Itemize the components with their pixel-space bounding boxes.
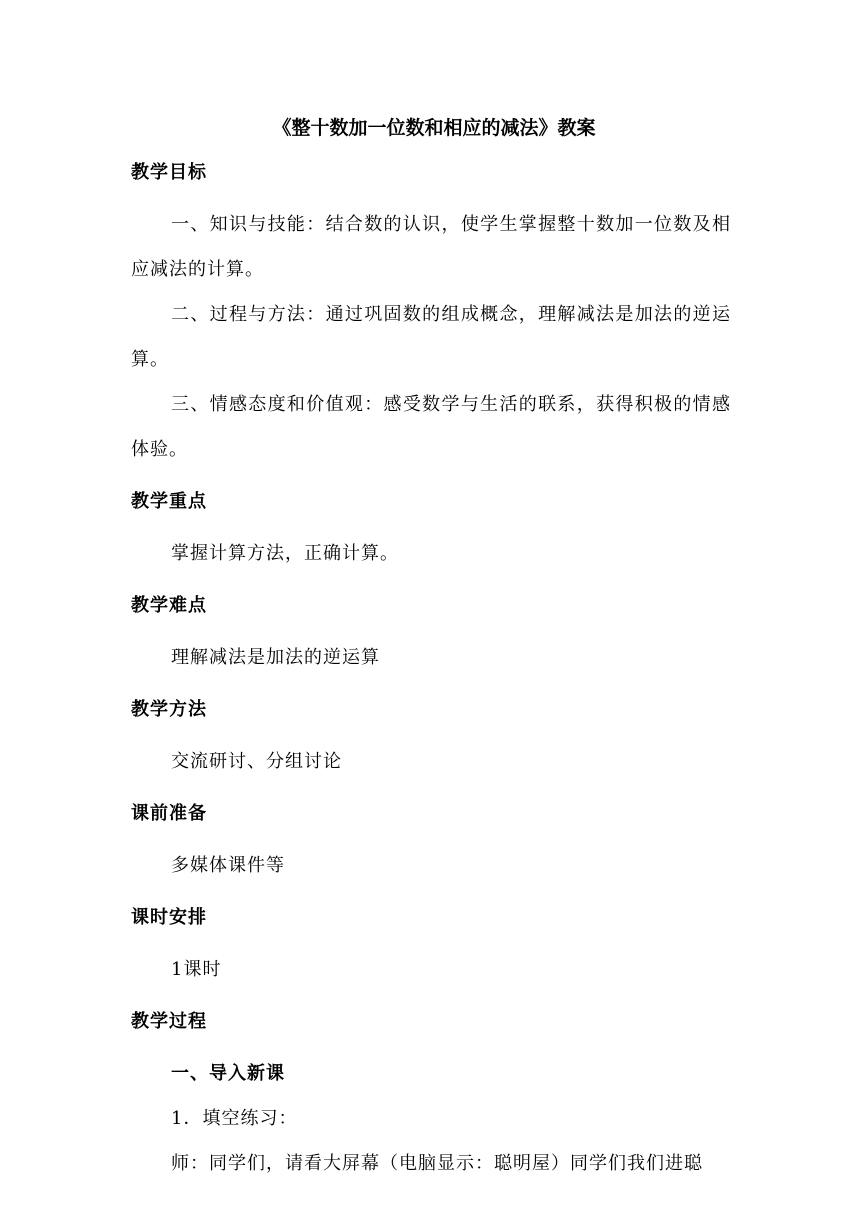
process-teacher-paragraph: 师：同学们，请看大屏幕（电脑显示：聪明屋）同学们我们进聪	[171, 1153, 703, 1174]
preparation-paragraph: 多媒体课件等	[171, 855, 285, 876]
process-item-fill-blank: 1．填空练习：	[171, 1108, 298, 1129]
schedule-paragraph: 1课时	[171, 959, 222, 980]
section-heading-methods: 教学方法	[131, 699, 207, 720]
methods-paragraph: 交流研讨、分组讨论	[171, 751, 342, 772]
difficulties-paragraph: 理解减法是加法的逆运算	[171, 647, 380, 668]
section-heading-schedule: 课时安排	[131, 907, 207, 928]
objective-attitude-paragraph: 三、情感态度和价值观：感受数学与生活的联系，获得积极的情感体验。	[131, 394, 731, 460]
section-heading-preparation: 课前准备	[131, 803, 207, 824]
objective-process-paragraph: 二、过程与方法：通过巩固数的组成概念，理解减法是加法的逆运算。	[131, 304, 731, 370]
document-title: 《整十数加一位数和相应的减法》教案	[272, 117, 596, 139]
key-points-paragraph: 掌握计算方法，正确计算。	[171, 543, 399, 564]
section-heading-process: 教学过程	[131, 1011, 207, 1032]
section-heading-key-points: 教学重点	[131, 491, 207, 512]
process-subheading-intro: 一、导入新课	[171, 1063, 285, 1084]
objective-knowledge-paragraph: 一、知识与技能：结合数的认识，使学生掌握整十数加一位数及相应减法的计算。	[131, 214, 731, 280]
section-heading-objectives: 教学目标	[131, 162, 207, 183]
section-heading-difficulties: 教学难点	[131, 595, 207, 616]
document-body	[131, 112, 731, 1186]
